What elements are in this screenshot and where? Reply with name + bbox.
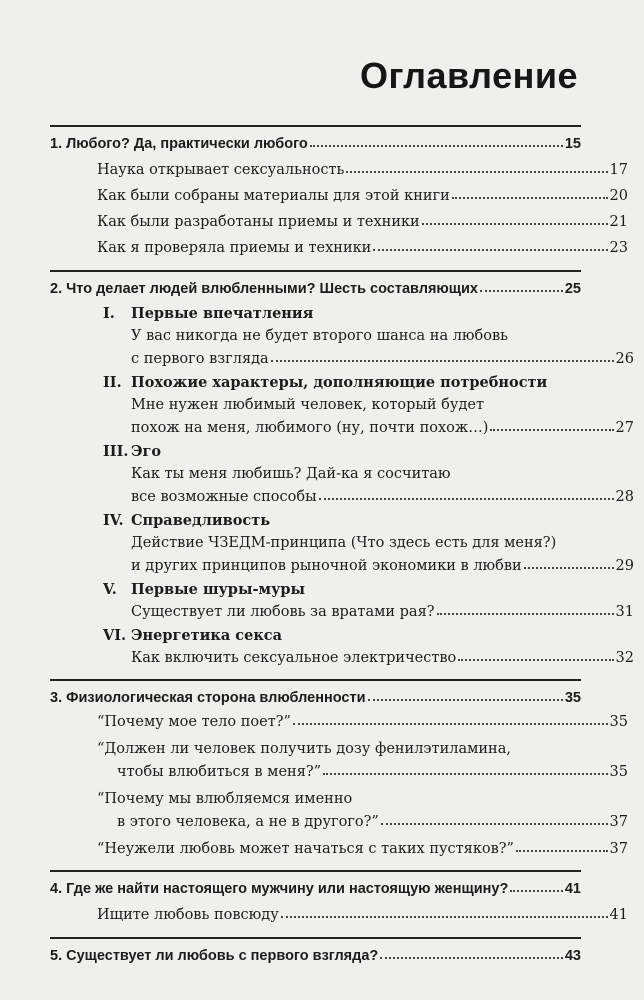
- part-last-line: с первого взгляда: [131, 351, 269, 367]
- question-last-line: в этого человека, а не в другого?”: [117, 814, 379, 830]
- part-numeral: IV.: [103, 512, 124, 529]
- part-numeral: III.: [103, 443, 129, 460]
- part-title: Справедливость: [131, 512, 271, 529]
- dot-leader: [490, 423, 613, 431]
- toc-part-5[interactable]: [50, 578, 634, 624]
- dot-leader: [368, 693, 563, 701]
- page-number: 41: [609, 907, 628, 923]
- page-number: 37: [609, 841, 628, 857]
- part-last-line: все возможные способы: [131, 489, 317, 505]
- item-title: Как были разработаны приемы и техники: [97, 214, 420, 230]
- item-title: Как были собраны материалы для этой книги: [97, 188, 450, 204]
- dot-leader: [323, 767, 608, 775]
- page-number: 15: [564, 136, 581, 152]
- dot-leader: [437, 607, 614, 615]
- part-line: Мне нужен любимый человек, который будет: [131, 397, 484, 413]
- toc-chapter-1[interactable]: [50, 125, 581, 157]
- part-numeral: II.: [103, 374, 122, 391]
- toc-item[interactable]: [50, 157, 628, 183]
- toc-part-1[interactable]: [50, 302, 634, 371]
- dot-leader: [510, 884, 563, 892]
- dot-leader: [281, 910, 608, 918]
- dot-leader: [373, 243, 607, 251]
- dot-leader: [458, 653, 613, 661]
- dot-leader: [452, 191, 608, 199]
- toc-item[interactable]: [50, 209, 628, 235]
- page-number: 37: [609, 814, 628, 830]
- toc-part-4[interactable]: [50, 509, 634, 578]
- toc-part-6[interactable]: [50, 624, 634, 670]
- toc-chapter-5[interactable]: [50, 937, 581, 969]
- part-title: Первые впечатления: [131, 305, 314, 322]
- page-number: 31: [615, 604, 634, 620]
- page-number: 35: [609, 764, 628, 780]
- dot-leader: [271, 354, 614, 362]
- page-number: 41: [564, 881, 581, 897]
- page-number: 26: [615, 351, 634, 367]
- part-line: Как ты меня любишь? Дай-ка я сосчитаю: [131, 466, 451, 482]
- page-number: 23: [609, 240, 628, 256]
- chapter-title: 1. Любого? Да, практически любого: [50, 136, 308, 152]
- page-number: 27: [615, 420, 634, 436]
- toc-question[interactable]: [50, 711, 628, 734]
- dot-leader: [516, 844, 608, 852]
- page-number: 29: [615, 558, 634, 574]
- page-number: 17: [609, 162, 628, 178]
- part-numeral: I.: [103, 305, 115, 322]
- question-last-line: “Неужели любовь может начаться с таких пустяков?”: [97, 841, 514, 857]
- toc-item[interactable]: [50, 902, 628, 928]
- page-number: 25: [564, 281, 581, 297]
- toc-part-2[interactable]: [50, 371, 634, 440]
- dot-leader: [524, 561, 614, 569]
- toc-question[interactable]: [50, 738, 628, 784]
- question-last-line: “Почему мое тело поет?”: [97, 714, 291, 730]
- part-title: Похожие характеры, дополняющие потребности: [131, 374, 548, 391]
- item-title: Наука открывает сексуальность: [97, 162, 345, 178]
- chapter-title: 4. Где же найти настоящего мужчину или настоящую женщину?: [50, 881, 509, 897]
- dot-leader: [319, 492, 614, 500]
- question-last-line: чтобы влюбиться в меня?”: [117, 764, 322, 780]
- toc-part-3[interactable]: [50, 440, 634, 509]
- item-title: Ищите любовь повсюду: [97, 907, 279, 923]
- part-title: Эго: [131, 443, 162, 460]
- toc-chapter-4[interactable]: [50, 870, 581, 902]
- page-number: 35: [564, 690, 581, 706]
- toc-chapter-2[interactable]: [50, 270, 581, 302]
- chapter-title: 2. Что делает людей влюбленными? Шесть составляющих: [50, 281, 478, 297]
- item-title: Как я проверяла приемы и техники: [97, 240, 372, 256]
- page-number: 28: [615, 489, 634, 505]
- toc-question[interactable]: [50, 788, 628, 834]
- part-last-line: Как включить сексуальное электричество: [131, 650, 457, 666]
- toc-item[interactable]: [50, 235, 628, 261]
- dot-leader: [422, 217, 608, 225]
- chapter-title: 5. Существует ли любовь с первого взгляда?: [50, 948, 379, 964]
- part-last-line: Существует ли любовь за вратами рая?: [131, 604, 435, 620]
- toc-question[interactable]: [50, 838, 628, 861]
- toc-item[interactable]: [50, 183, 628, 209]
- page-number: 43: [564, 948, 581, 964]
- part-last-line: похож на меня, любимого (ну, почти похож…): [131, 420, 489, 436]
- page-number: 20: [609, 188, 628, 204]
- dot-leader: [293, 717, 608, 725]
- question-line: “Должен ли человек получить дозу фенилэтиламина,: [97, 741, 511, 757]
- question-line: “Почему мы влюбляемся именно: [97, 791, 353, 807]
- dot-leader: [310, 139, 563, 147]
- dot-leader: [381, 817, 608, 825]
- part-line: У вас никогда не будет второго шанса на любовь: [131, 328, 509, 344]
- part-title: Первые шуры-муры: [131, 581, 306, 598]
- dot-leader: [380, 951, 563, 959]
- toc-chapter-3[interactable]: [50, 679, 581, 711]
- part-numeral: V.: [103, 581, 117, 598]
- part-last-line: и других принципов рыночной экономики в любви: [131, 558, 522, 574]
- page-number: 32: [615, 650, 634, 666]
- part-title: Энергетика секса: [131, 627, 283, 644]
- table-of-contents: [50, 125, 634, 969]
- page-number: 35: [609, 714, 628, 730]
- part-numeral: VI.: [103, 627, 127, 644]
- dot-leader: [346, 165, 607, 173]
- part-line: Действие ЧЗЕДМ-принципа (Что здесь есть для меня?): [131, 535, 557, 551]
- page-title: Оглавление: [360, 55, 578, 96]
- chapter-title: 3. Физиологическая сторона влюбленности: [50, 690, 366, 706]
- dot-leader: [480, 284, 563, 292]
- page-number: 21: [609, 214, 628, 230]
